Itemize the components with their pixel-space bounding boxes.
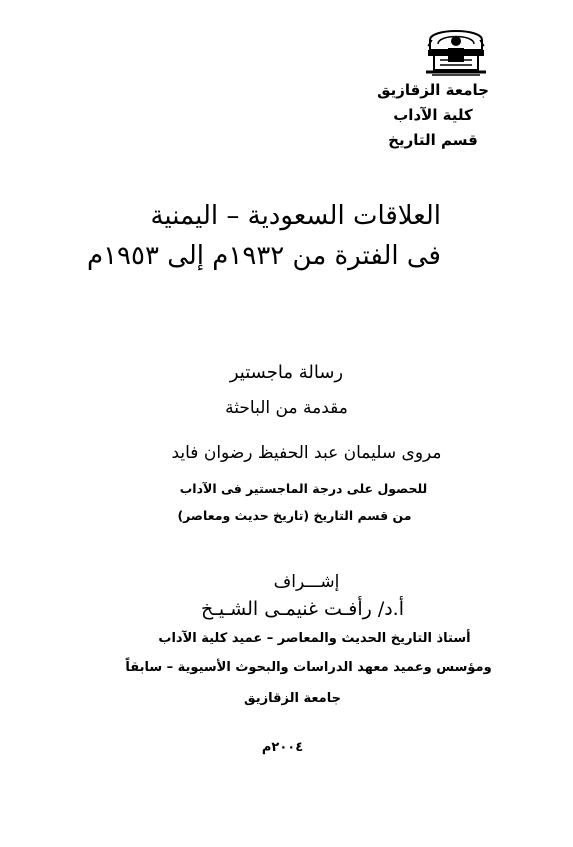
supervisor-university: جامعة الزقازيق	[244, 691, 341, 706]
supervisor-role-1: أستاذ التاريخ الحديث والمعاصر – عميد كلية الآداب	[158, 631, 471, 646]
title-line-2: فى الفترة من ١٩٣٢م إلى ١٩٥٣م	[86, 241, 441, 271]
university-seal-logo	[424, 20, 488, 78]
university-name: جامعة الزقازيق	[377, 81, 489, 99]
publication-year: ٢٠٠٤م	[261, 740, 304, 755]
title-line-1: العلاقات السعودية – اليمنية	[150, 201, 441, 231]
thesis-type: رسالة ماجستير	[229, 362, 344, 383]
university-header	[353, 78, 513, 153]
presented-by-label: مقدمة من الباحثة	[225, 398, 348, 418]
thesis-title	[21, 196, 441, 276]
supervision-label: إشـــراف	[273, 572, 340, 592]
degree-statement: للحصول على درجة الماجستير فى الآداب	[179, 481, 428, 496]
department-statement: من قسم التاريخ (تاريخ حديث ومعاصر)	[177, 508, 412, 523]
faculty-name: كلية الآداب	[393, 106, 473, 124]
department-name: قسم التاريخ	[388, 131, 478, 149]
author-name: مروى سليمان عبد الحفيظ رضوان فايد	[171, 443, 442, 463]
supervisor-name: أ.د/ رأفـت غنيمـى الشـيـخ	[201, 598, 404, 620]
supervisor-role-2: ومؤسس وعميد معهد الدراسات والبحوث الأسيوية – سابقاً	[125, 660, 492, 675]
